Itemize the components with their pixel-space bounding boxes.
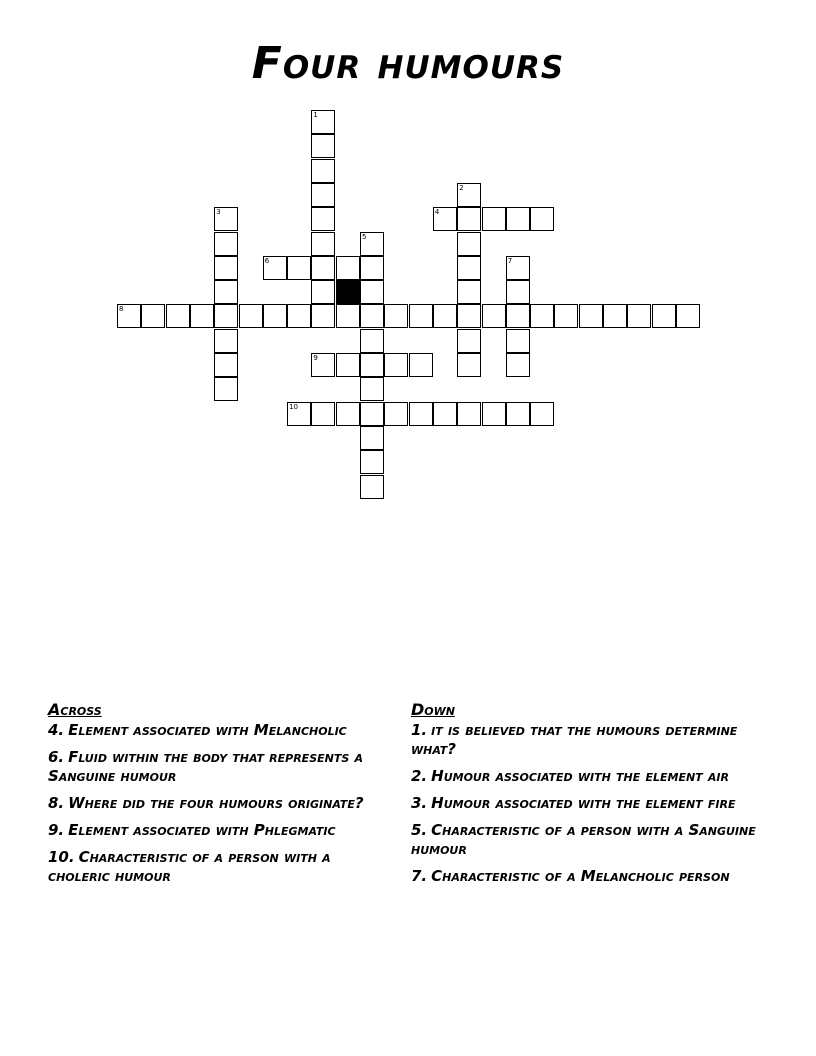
clue-number: 8. — [48, 794, 65, 812]
clue-across-4 — [48, 721, 388, 740]
grid-cell[interactable] — [457, 353, 481, 377]
grid-cell[interactable] — [214, 304, 238, 328]
grid-cell[interactable] — [360, 450, 384, 474]
cell-number: 1 — [313, 111, 318, 119]
page-title: Four humours — [251, 38, 565, 89]
grid-cell[interactable] — [117, 304, 141, 328]
clue-down-5 — [411, 821, 761, 859]
grid-cell[interactable] — [336, 256, 360, 280]
grid-cell[interactable] — [506, 353, 530, 377]
grid-cell[interactable] — [360, 256, 384, 280]
across-clues — [48, 700, 388, 894]
grid-cell[interactable] — [384, 304, 408, 328]
cell-number: 3 — [216, 208, 221, 217]
grid-block — [336, 280, 360, 304]
grid-cell[interactable] — [433, 402, 457, 426]
grid-cell[interactable] — [530, 402, 554, 426]
clue-text: Humour associated with the element air — [431, 767, 729, 785]
cell-number: 2 — [459, 183, 464, 192]
down-heading: Down — [411, 700, 455, 719]
grid-cell[interactable] — [311, 110, 335, 134]
grid-cell[interactable] — [554, 304, 578, 328]
clue-text: Element associated with Phlegmatic — [68, 821, 336, 839]
grid-cell[interactable] — [336, 353, 360, 377]
grid-cell[interactable] — [214, 280, 238, 304]
grid-cell[interactable] — [311, 207, 335, 231]
clue-across-9 — [48, 821, 388, 840]
clue-text: Fluid within the body that represents a Sanguine humour — [48, 748, 364, 785]
cell-number: 7 — [507, 256, 513, 265]
grid-cell[interactable] — [676, 304, 700, 328]
down-clues — [411, 700, 761, 894]
grid-cell[interactable] — [457, 183, 481, 207]
grid-cell[interactable] — [457, 232, 481, 256]
clue-across-10 — [48, 848, 388, 886]
grid-cell[interactable] — [287, 256, 311, 280]
grid-cell[interactable] — [506, 207, 530, 231]
clue-number: 9. — [48, 821, 65, 839]
grid-cell[interactable] — [627, 304, 651, 328]
grid-cell[interactable] — [360, 426, 384, 450]
grid-cell[interactable] — [603, 304, 627, 328]
grid-cell[interactable] — [506, 304, 530, 328]
grid-cell[interactable] — [409, 304, 433, 328]
grid-cell[interactable] — [409, 353, 433, 377]
grid-cell[interactable] — [336, 304, 360, 328]
grid-cell[interactable] — [214, 329, 238, 353]
across-heading: Across — [48, 700, 102, 719]
cell-number: 5 — [362, 232, 367, 241]
grid-cell[interactable] — [360, 280, 384, 304]
grid-cell[interactable] — [336, 402, 360, 426]
grid-cell[interactable] — [141, 304, 165, 328]
grid-cell[interactable] — [311, 159, 335, 183]
grid-cell[interactable] — [652, 304, 676, 328]
grid-cell[interactable] — [214, 232, 238, 256]
grid-cell[interactable] — [311, 304, 335, 328]
clue-number: 6. — [48, 748, 65, 766]
crossword-grid — [0, 0, 816, 520]
grid-cell[interactable] — [433, 207, 457, 231]
grid-cell[interactable] — [457, 304, 481, 328]
grid-cell[interactable] — [287, 402, 311, 426]
grid-cell[interactable] — [360, 377, 384, 401]
grid-cell[interactable] — [482, 402, 506, 426]
clue-number: 4. — [48, 721, 65, 739]
grid-cell[interactable] — [457, 256, 481, 280]
clue-text: it is believed that the humours determine what? — [411, 721, 738, 758]
grid-cell[interactable] — [360, 329, 384, 353]
cell-number: 6 — [264, 256, 270, 265]
grid-cell[interactable] — [214, 207, 238, 231]
grid-cell[interactable] — [311, 183, 335, 207]
grid-cell[interactable] — [263, 304, 287, 328]
clue-text: Characteristic of a person with a Sanguine humour — [411, 821, 756, 858]
grid-cell[interactable] — [311, 232, 335, 256]
clue-down-1 — [411, 721, 761, 759]
grid-cell[interactable] — [384, 353, 408, 377]
clue-across-8 — [48, 794, 388, 813]
clue-text: Characteristic of a Melancholic person — [431, 867, 730, 885]
grid-cell[interactable] — [214, 353, 238, 377]
clue-number: 10. — [48, 848, 75, 866]
clue-number: 2. — [411, 767, 428, 785]
clue-number: 7. — [411, 867, 428, 885]
clue-text: Where did the four humours originate? — [68, 794, 364, 812]
clue-across-6 — [48, 748, 388, 786]
clue-number: 5. — [411, 821, 428, 839]
grid-cell[interactable] — [384, 402, 408, 426]
grid-cell[interactable] — [530, 304, 554, 328]
grid-cell[interactable] — [506, 256, 530, 280]
grid-cell[interactable] — [311, 280, 335, 304]
clue-down-3 — [411, 794, 761, 813]
grid-cell[interactable] — [239, 304, 263, 328]
grid-cell[interactable] — [287, 304, 311, 328]
grid-cell[interactable] — [530, 207, 554, 231]
grid-cell[interactable] — [360, 475, 384, 499]
grid-cell[interactable] — [457, 329, 481, 353]
grid-cell[interactable] — [360, 402, 384, 426]
grid-cell[interactable] — [263, 256, 287, 280]
grid-cell[interactable] — [457, 402, 481, 426]
cell-number: 9 — [313, 354, 318, 362]
grid-cell[interactable] — [457, 280, 481, 304]
grid-cell[interactable] — [506, 280, 530, 304]
cell-number: 8 — [119, 305, 124, 314]
grid-cell[interactable] — [311, 134, 335, 158]
grid-cell[interactable] — [360, 304, 384, 328]
grid-cell[interactable] — [506, 329, 530, 353]
clue-text: Humour associated with the element fire — [431, 794, 736, 812]
grid-cell[interactable] — [506, 402, 530, 426]
clue-number: 1. — [411, 721, 428, 739]
clue-text: Characteristic of a person with a choleric humour — [48, 848, 331, 885]
clue-down-7 — [411, 867, 761, 886]
clue-text: Element associated with Melancholic — [68, 721, 347, 739]
grid-cell[interactable] — [311, 256, 335, 280]
grid-cell[interactable] — [482, 304, 506, 328]
clue-number: 3. — [411, 794, 428, 812]
clue-down-2 — [411, 767, 761, 786]
grid-cell[interactable] — [360, 353, 384, 377]
grid-cell[interactable] — [214, 377, 238, 401]
grid-cell[interactable] — [166, 304, 190, 328]
grid-cell[interactable] — [579, 304, 603, 328]
grid-cell[interactable] — [311, 402, 335, 426]
grid-cell[interactable] — [360, 232, 384, 256]
cell-number: 10 — [289, 402, 299, 411]
grid-cell[interactable] — [433, 304, 457, 328]
grid-cell[interactable] — [214, 256, 238, 280]
grid-cell[interactable] — [409, 402, 433, 426]
cell-number: 4 — [434, 208, 440, 217]
grid-cell[interactable] — [482, 207, 506, 231]
grid-cell[interactable] — [190, 304, 214, 328]
grid-cell[interactable] — [457, 207, 481, 231]
grid-cell[interactable] — [311, 353, 335, 377]
